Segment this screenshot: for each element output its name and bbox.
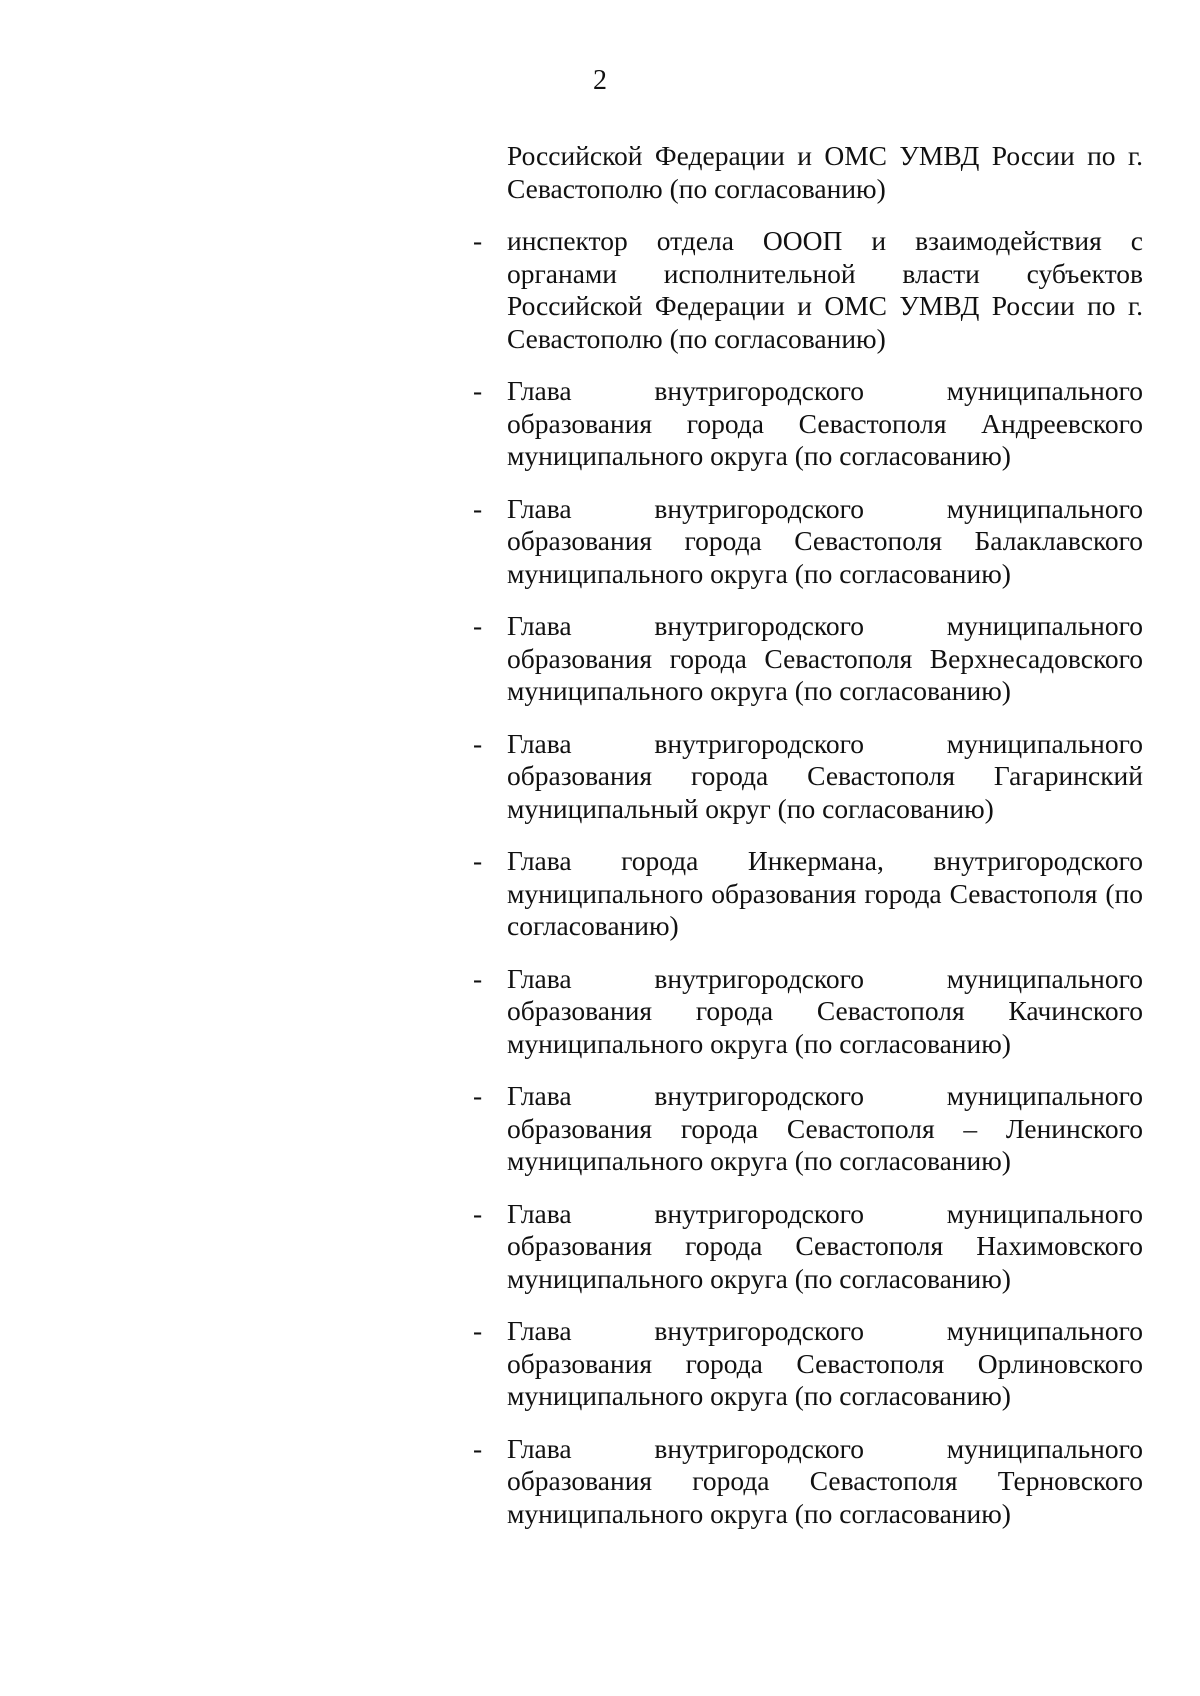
bullet-dash: - [473, 727, 483, 759]
list-item [473, 1315, 1143, 1413]
bullet-dash: - [473, 610, 483, 641]
list-item [473, 1080, 1143, 1178]
bullet-dash: - [473, 375, 483, 406]
list-item-text: Глава внутригородского муниципального образования города Севастополя Андреевского муниципального округа (по согласованию) [507, 375, 1143, 471]
bullet-dash: - [473, 1080, 483, 1111]
list-item-text: Глава города Инкермана, внутригородского муниципального образования города Севастополя (по согласованию) [507, 845, 1143, 941]
list-item-text: Глава внутригородского муниципального образования города Севастополя Балаклавского муниципального округа (по согласованию) [507, 492, 1143, 589]
list-item [473, 1197, 1143, 1296]
list-item [473, 492, 1143, 591]
bullet-dash: - [473, 845, 483, 876]
bullet-dash: - [473, 492, 483, 524]
page-number: 2 [593, 65, 607, 96]
list-item [473, 610, 1143, 708]
bullet-dash: - [473, 1315, 483, 1346]
bullet-dash: - [473, 962, 483, 994]
list-item [473, 375, 1143, 473]
list-item-text: Глава внутригородского муниципального образования города Севастополя Орлиновского муниципального округа (по согласованию) [507, 1315, 1143, 1411]
list-item-text: Глава внутригородского муниципального образования города Севастополя – Ленинского муниципального округа (по согласованию) [507, 1080, 1143, 1176]
list-item [473, 962, 1143, 1061]
list-item [473, 845, 1143, 943]
list-item [473, 1432, 1143, 1531]
continuation-text [507, 140, 1143, 205]
list-item-text: Глава внутригородского муниципального образования города Севастополя Терновского муниципального округа (по согласованию) [507, 1432, 1143, 1529]
bullet-dash: - [473, 225, 483, 256]
list-item-text: Глава внутригородского муниципального образования города Севастополя Верхнесадовского муниципального округа (по согласованию) [507, 610, 1143, 706]
list-item-text: инспектор отдела ОООП и взаимодействия с органами исполнительной власти субъектов Российской Федерации и ОМС УМВД России по г. Севастополю (по согласованию) [507, 225, 1143, 354]
bullet-dash: - [473, 1432, 483, 1464]
list-item-text: Глава внутригородского муниципального образования города Севастополя Гагаринский муниципальный округ (по согласованию) [507, 727, 1143, 824]
list-item-text: Глава внутригородского муниципального образования города Севастополя Качинского муниципального округа (по согласованию) [507, 962, 1143, 1059]
list-item-text: Глава внутригородского муниципального образования города Севастополя Нахимовского муниципального округа (по согласованию) [507, 1197, 1143, 1294]
bullet-dash: - [473, 1197, 483, 1229]
list-item [473, 727, 1143, 826]
list-item [473, 225, 1143, 355]
list-item-text: Российской Федерации и ОМС УМВД России по г. Севастополю (по согласованию) [507, 140, 1143, 204]
members-list [473, 140, 1143, 1550]
